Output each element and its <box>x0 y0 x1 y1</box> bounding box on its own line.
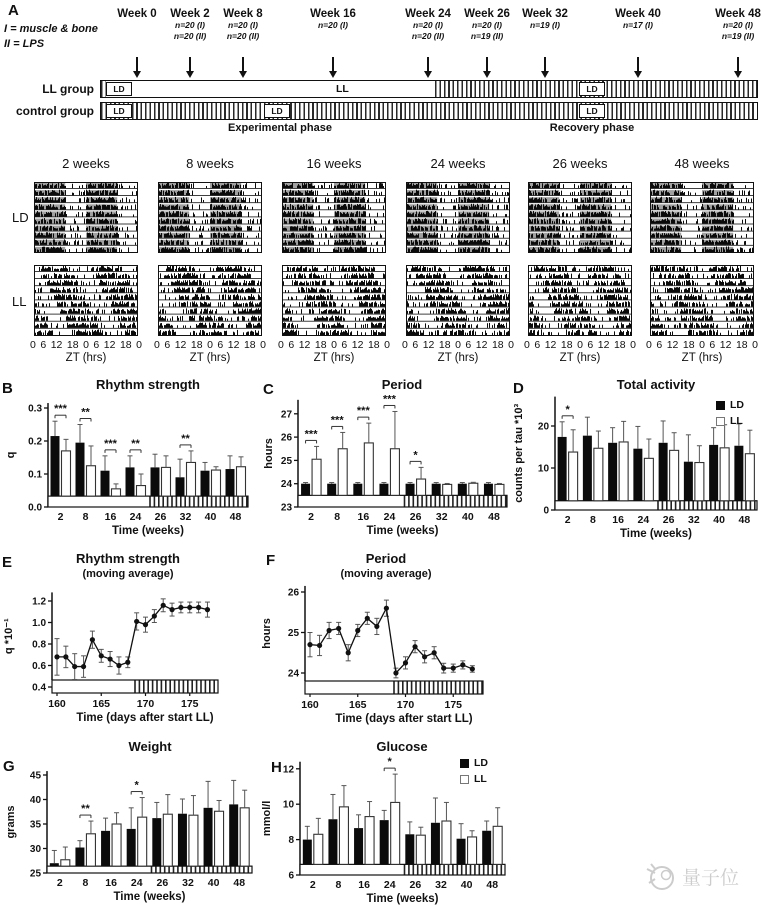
panel-c-title: Period <box>381 377 423 392</box>
timepoint-week-label: Week 32 <box>522 8 568 20</box>
zt-tick-label: 6 <box>465 339 472 351</box>
zt-tick-label: 0 <box>331 339 337 351</box>
timepoint-arrow-icon <box>544 57 546 71</box>
actogram-ld-26-weeks <box>528 182 632 253</box>
timepoint-labels <box>405 8 451 42</box>
actogram-zt-axis-label: ZT (hrs) <box>65 352 107 364</box>
zt-tick-label: 0 <box>384 339 390 351</box>
zt-tick-label: 0 <box>646 339 652 351</box>
zt-tick-label: 0 <box>752 339 758 351</box>
panel-b-title: Rhythm strength <box>96 377 200 392</box>
zt-tick-label: 12 <box>298 339 311 351</box>
actogram-zt-ticks <box>524 339 636 351</box>
zt-tick-label: 18 <box>735 339 748 351</box>
zt-tick-label: 0 <box>699 339 705 351</box>
legend-ld-swatch <box>716 401 725 410</box>
zt-tick-label: 18 <box>66 339 79 351</box>
timepoint-labels <box>522 8 568 31</box>
zt-tick-label: 18 <box>119 339 132 351</box>
zt-tick-label: 0 <box>30 339 36 351</box>
actogram-ll-24-weeks <box>406 265 510 336</box>
zt-tick-label: 0 <box>260 339 266 351</box>
panel-g-chart-canvas <box>0 733 262 910</box>
legend-ld-swatch <box>460 759 469 768</box>
timeline-row-label-control: control group <box>16 104 94 118</box>
zt-tick-label: 6 <box>341 339 348 351</box>
timepoint-week-label: Week 0 <box>117 8 157 20</box>
actogram-row-label-ll: LL <box>12 294 27 309</box>
zt-tick-label: 0 <box>83 339 89 351</box>
actogram-column-title: 16 weeks <box>306 156 362 171</box>
watermark <box>642 860 739 892</box>
actogram-ll-48-weeks <box>650 265 754 336</box>
timepoint-labels <box>715 8 761 42</box>
zt-tick-label: 6 <box>217 339 224 351</box>
zt-tick-label: 12 <box>666 339 679 351</box>
actogram-column-title: 2 weeks <box>62 156 110 171</box>
timepoint-week-label: Week 48 <box>715 8 761 20</box>
actogram-zt-ticks <box>278 339 390 351</box>
panel-h-legend <box>460 757 488 785</box>
zt-tick-label: 12 <box>719 339 732 351</box>
timeline-ll-segment-label: LL <box>336 83 349 95</box>
timepoint-arrow-icon <box>737 57 739 71</box>
timepoint-labels <box>223 8 262 42</box>
zt-tick-label: 0 <box>508 339 514 351</box>
actogram-zt-ticks <box>646 339 758 351</box>
zt-tick-label: 6 <box>412 339 419 351</box>
zt-tick-label: 12 <box>544 339 557 351</box>
zt-tick-label: 0 <box>402 339 408 351</box>
panel-d-legend <box>716 399 744 427</box>
zt-tick-label: 6 <box>93 339 100 351</box>
timepoint-arrow-icon <box>136 57 138 71</box>
timepoint-n-label: n=20 (I) <box>471 20 502 30</box>
actogram-row-label-ld: LD <box>12 210 29 225</box>
timepoint-n-label: n=20 (I) <box>317 20 348 30</box>
zt-tick-label: 18 <box>491 339 504 351</box>
zt-tick-label: 12 <box>174 339 187 351</box>
panel-h-chart-canvas <box>258 733 543 910</box>
actogram-zt-ticks <box>30 339 142 351</box>
actogram-zt-ticks <box>402 339 514 351</box>
actogram-ld-8-weeks <box>158 182 262 253</box>
timepoint-labels <box>310 8 356 31</box>
actogram-zt-axis-label: ZT (hrs) <box>189 352 231 364</box>
timepoint-n-label: n=20 (II) <box>411 31 445 41</box>
zt-tick-label: 12 <box>422 339 435 351</box>
zt-tick-label: 0 <box>154 339 160 351</box>
actogram-ld-2-weeks <box>34 182 138 253</box>
zt-tick-label: 18 <box>314 339 327 351</box>
timeline-ld-box: LD <box>579 104 605 118</box>
zt-tick-label: 6 <box>709 339 716 351</box>
panel-b-letter: B <box>2 380 13 397</box>
timepoint-week-label: Week 40 <box>615 8 661 20</box>
actogram-column-title: 26 weeks <box>552 156 608 171</box>
legend-ld-label: LD <box>730 399 744 411</box>
timepoint-n-label: n=19 (I) <box>529 20 560 30</box>
timepoint-labels <box>117 8 156 20</box>
zt-tick-label: 6 <box>534 339 541 351</box>
panel-e-subtitle: (moving average) <box>82 568 174 580</box>
zt-tick-label: 0 <box>455 339 461 351</box>
timepoint-week-label: Week 24 <box>405 8 451 20</box>
panel-h-title: Glucose <box>376 739 428 754</box>
legend-ld-label: LD <box>474 757 488 769</box>
phase-label-recovery: Recovery phase <box>549 122 635 134</box>
actogram-column-title: 24 weeks <box>430 156 486 171</box>
zt-tick-label: 6 <box>164 339 171 351</box>
timepoint-arrow-icon <box>427 57 429 71</box>
zt-tick-label: 18 <box>682 339 695 351</box>
actogram-column-title: 48 weeks <box>674 156 730 171</box>
legend-ll-swatch <box>460 775 469 784</box>
panel-c-letter: C <box>263 381 274 398</box>
actogram-zt-axis-label: ZT (hrs) <box>437 352 479 364</box>
panel-a-note-2: II = LPS <box>4 38 45 50</box>
panel-d-letter: D <box>513 380 524 397</box>
zt-tick-label: 12 <box>351 339 364 351</box>
panel-f-letter: F <box>266 552 276 569</box>
legend-ll-label: LL <box>730 415 743 427</box>
actogram-ld-48-weeks <box>650 182 754 253</box>
panel-d-title: Total activity <box>616 377 696 392</box>
timepoint-n-label: n=20 (I) <box>175 20 205 30</box>
panel-b-chart-canvas <box>0 372 258 545</box>
zt-tick-label: 0 <box>524 339 530 351</box>
timepoint-n-label: n=19 (II) <box>721 31 755 41</box>
timepoint-arrow-icon <box>486 57 488 71</box>
timepoint-week-label: Week 26 <box>464 8 510 20</box>
actogram-ll-16-weeks <box>282 265 386 336</box>
zt-tick-label: 0 <box>207 339 213 351</box>
zt-tick-label: 12 <box>597 339 610 351</box>
timeline-ld-box: LD <box>579 82 605 96</box>
actogram-column-title: 8 weeks <box>186 156 234 171</box>
timepoint-n-label: n=20 (II) <box>173 31 207 41</box>
timepoint-week-label: Week 16 <box>310 8 356 20</box>
zt-tick-label: 12 <box>475 339 488 351</box>
actogram-zt-axis-label: ZT (hrs) <box>313 352 355 364</box>
timepoint-labels <box>170 8 209 42</box>
panel-a-note-1: I = muscle & bone <box>4 23 98 35</box>
actogram-ll-8-weeks <box>158 265 262 336</box>
timepoint-arrow-icon <box>637 57 639 71</box>
timepoint-n-label: n=20 (II) <box>226 31 260 41</box>
timepoint-arrow-icon <box>189 57 191 71</box>
panel-e-title: Rhythm strength <box>76 551 180 566</box>
timepoint-labels <box>464 8 510 42</box>
panel-d-chart-canvas <box>510 372 763 545</box>
timeline-row-label-ll: LL group <box>42 82 94 96</box>
zt-tick-label: 12 <box>103 339 116 351</box>
zt-tick-label: 18 <box>190 339 203 351</box>
zt-tick-label: 18 <box>613 339 626 351</box>
zt-tick-label: 18 <box>560 339 573 351</box>
actogram-ld-24-weeks <box>406 182 510 253</box>
qbitai-logo-icon <box>642 860 676 892</box>
watermark-text: 量子位 <box>682 867 740 889</box>
zt-tick-label: 18 <box>438 339 451 351</box>
timepoint-arrow-icon <box>332 57 334 71</box>
panel-g-title: Weight <box>128 739 172 754</box>
zt-tick-label: 6 <box>587 339 594 351</box>
actogram-zt-axis-label: ZT (hrs) <box>681 352 723 364</box>
timepoint-week-label: Week 8 <box>223 8 263 20</box>
zt-tick-label: 12 <box>227 339 240 351</box>
actogram-ld-16-weeks <box>282 182 386 253</box>
zt-tick-label: 6 <box>288 339 295 351</box>
panel-g-letter: G <box>3 758 15 775</box>
panel-f-title: Period <box>365 551 407 566</box>
panel-f-subtitle: (moving average) <box>340 568 432 580</box>
panel-a-letter: A <box>8 2 19 19</box>
timepoint-n-label: n=17 (I) <box>622 20 653 30</box>
timeline-bar-ll-group <box>100 80 758 98</box>
zt-tick-label: 0 <box>577 339 583 351</box>
zt-tick-label: 18 <box>367 339 380 351</box>
zt-tick-label: 0 <box>278 339 284 351</box>
actogram-zt-axis-label: ZT (hrs) <box>559 352 601 364</box>
timepoint-arrow-icon <box>242 57 244 71</box>
timeline-hatch-segment <box>101 103 755 119</box>
actogram-zt-ticks <box>154 339 266 351</box>
actogram-ll-26-weeks <box>528 265 632 336</box>
timeline-ld-box: LD <box>106 82 132 96</box>
zt-tick-label: 12 <box>50 339 63 351</box>
timeline-bar-control-group <box>100 102 758 120</box>
zt-tick-label: 6 <box>40 339 47 351</box>
timepoint-n-label: n=20 (I) <box>228 20 258 30</box>
panel-c-chart-canvas <box>258 372 510 545</box>
legend-ll-label: LL <box>474 773 487 785</box>
zt-tick-label: 6 <box>656 339 663 351</box>
timepoint-week-label: Week 2 <box>170 8 210 20</box>
phase-label-experimental: Experimental phase <box>228 122 332 134</box>
zt-tick-label: 0 <box>630 339 636 351</box>
actogram-ll-2-weeks <box>34 265 138 336</box>
zt-tick-label: 18 <box>243 339 256 351</box>
timepoint-labels <box>615 8 661 31</box>
panel-h-letter: H <box>271 759 282 776</box>
panel-e-letter: E <box>2 554 13 571</box>
timeline-ld-box: LD <box>264 104 290 118</box>
zt-tick-label: 0 <box>136 339 142 351</box>
timepoint-n-label: n=19 (II) <box>470 31 504 41</box>
timeline-ld-box: LD <box>106 104 132 118</box>
timepoint-n-label: n=20 (I) <box>412 20 443 30</box>
legend-ll-swatch <box>716 417 725 426</box>
timepoint-n-label: n=20 (I) <box>722 20 753 30</box>
